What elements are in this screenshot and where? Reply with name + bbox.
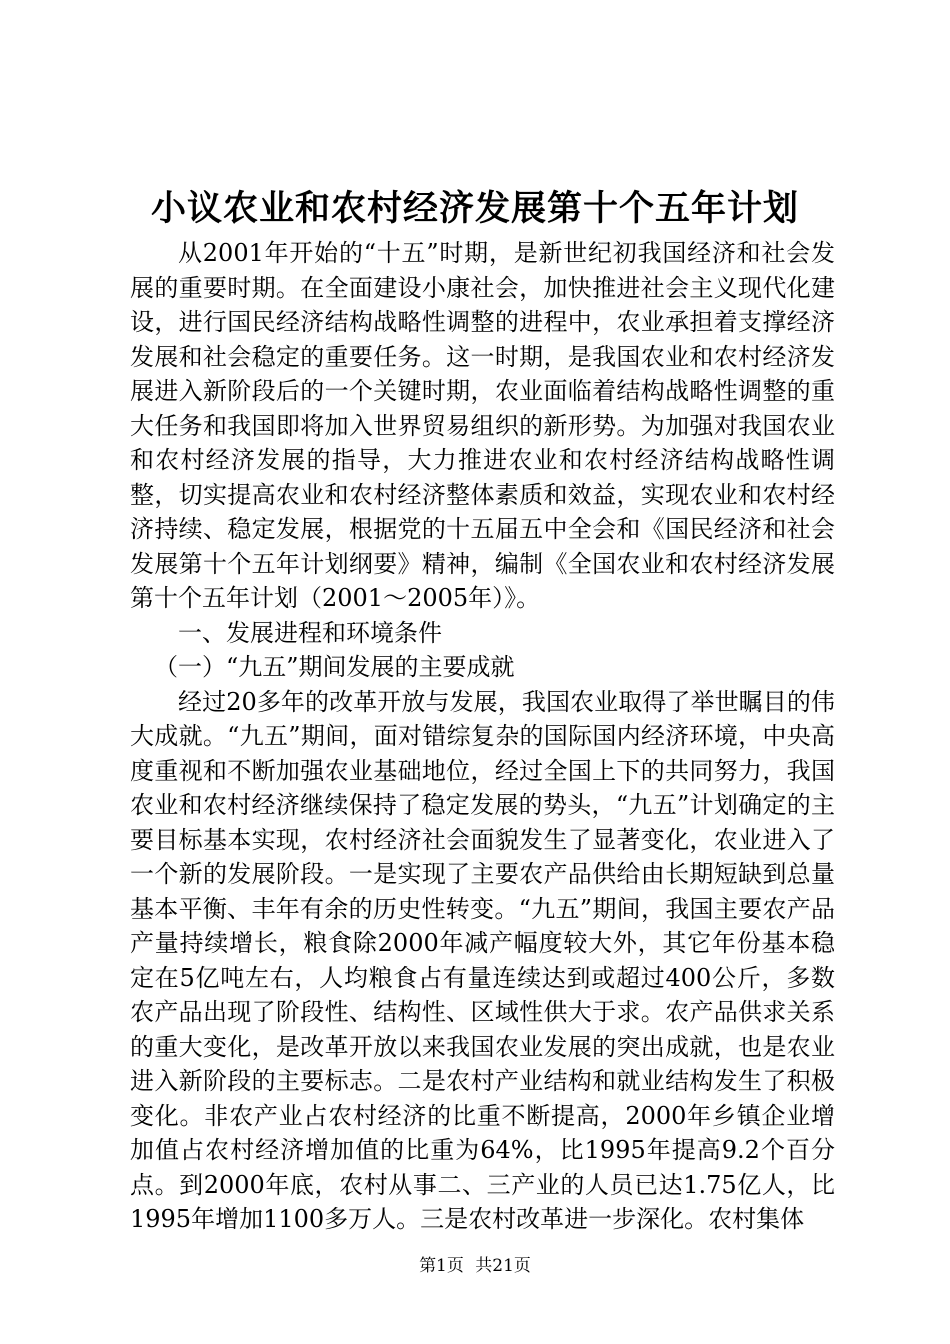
section-heading: 一、发展进程和环境条件 — [178, 618, 442, 647]
page-total: 共21页 — [475, 1256, 531, 1276]
intro-paragraph: 从2001年开始的“十五”时期，是新世纪初我国经济和社会发展的重要时期。在全面建设小康社会，加快推进社会主义现代化建设，进行国民经济结构战略性调整的进程中，农业承担着支撑经济发展和社会稳定的重要任务。这一时期，是我国农业和农村经济发展进入新阶段后的一个关键时期，农业面临着结构战略性调整的重大任务和我国即将加入世界贸易组织的新形势。为加强对我国农业和农村经济发展的指导，大力推进农业和农村经济结构战略性调整，切实提高农业和农村经济整体素质和效益，实现农业和农村经济持续、稳定发展，根据党的十五届五中全会和《国民经济和社会发展第十个五年计划纲要》精神，编制《全国农业和农村经济发展第十个五年计划（2001～2005年）》。 — [130, 239, 835, 612]
subsection-heading: （一）“九五”期间发展的主要成就 — [154, 653, 515, 681]
page-number: 第1页 — [419, 1256, 464, 1276]
page-footer — [0, 1254, 950, 1278]
document-title: 小议农业和农村经济发展第十个五年计划 — [150, 188, 799, 229]
document-body — [130, 236, 835, 1237]
achievements-paragraph: 经过20多年的改革开放与发展，我国农业取得了举世瞩目的伟大成就。“九五”期间，面对错综复杂的国际国内经济环境，中央高度重视和不断加强农业基础地位，经过全国上下的共同努力，我国农业和农村经济继续保持了稳定发展的势头，“九五”计划确定的主要目标基本实现，农村经济社会面貌发生了显著变化，农业进入了一个新的发展阶段。一是实现了主要农产品供给由长期短缺到总量基本平衡、丰年有余的历史性转变。“九五”期间，我国主要农产品产量持续增长，粮食除2000年减产幅度较大外，其它年份基本稳定在5亿吨左右，人均粮食占有量连续达到或超过400公斤，多数农产品出现了阶段性、结构性、区域性供大于求。农产品供求关系的重大变化，是改革开放以来我国农业发展的突出成就，也是农业进入新阶段的主要标志。二是农村产业结构和就业结构发生了积极变化。非农产业占农村经济的比重不断提高，2000年乡镇企业增加值占农村经济增加值的比重为64%，比1995年提高9.2个百分点。到2000年底，农村从事二、三产业的人员已达1.75亿人，比1995年增加1100多万人。三是农村改革进一步深化。农村集体 — [130, 687, 835, 1233]
